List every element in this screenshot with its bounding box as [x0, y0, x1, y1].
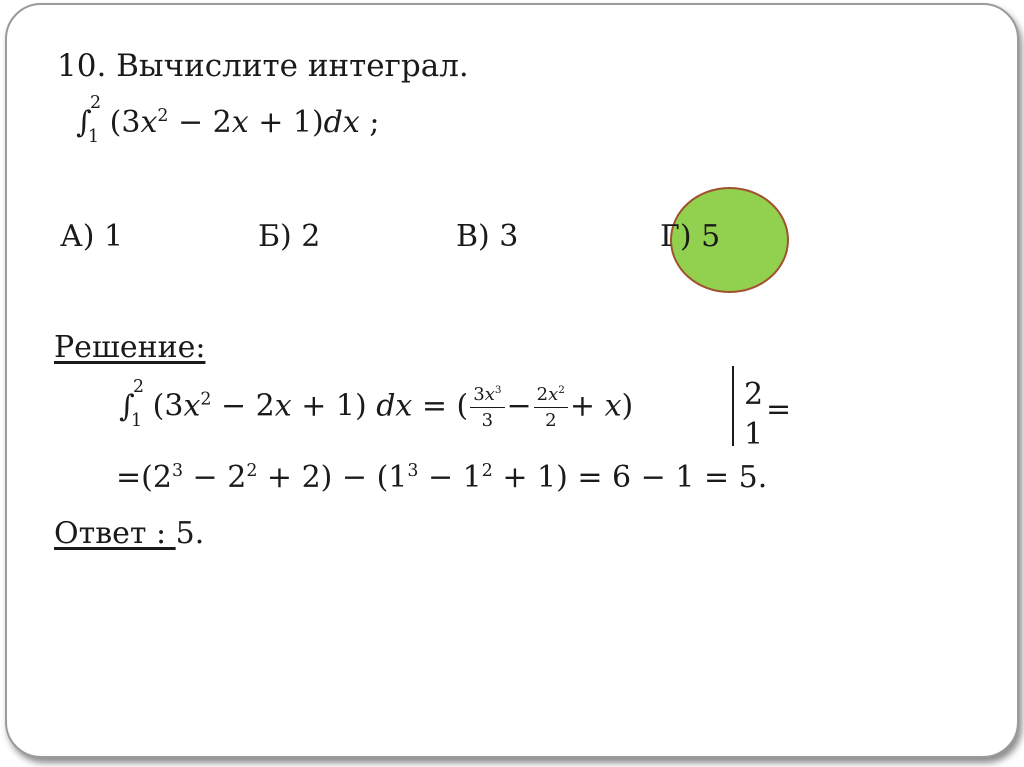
fraction-var: x: [548, 384, 559, 405]
task-title: 10. Вычислите интеграл.: [57, 48, 469, 84]
solution-line-1: [119, 376, 634, 431]
solution-var: x: [274, 388, 292, 424]
task-x-2: x: [231, 105, 249, 140]
solution-line-2: [116, 460, 767, 495]
solution-minus: −: [506, 388, 532, 424]
fraction-power: 3: [494, 384, 502, 396]
fraction-numerator: 3: [473, 384, 485, 405]
task-body-3: + 1): [248, 105, 324, 140]
task-x: x: [140, 105, 158, 140]
answer: [54, 516, 204, 551]
option-c: В) 3: [456, 219, 519, 254]
solution-label: Решение:: [54, 330, 206, 365]
fraction-3x3-over-3: [470, 384, 504, 431]
option-a: А) 1: [60, 219, 124, 254]
solution-var: x: [183, 388, 201, 424]
solution-term: + 1): [291, 388, 377, 424]
task-body-2: − 2: [168, 105, 232, 140]
solution-close-paren: ): [621, 388, 634, 424]
task-dx: dx: [323, 105, 360, 140]
evaluation-equals: =: [766, 392, 792, 427]
solution-lower-limit: 1: [131, 410, 143, 431]
solution-integral-sign: ∫ 2 1: [119, 376, 145, 431]
evaluation-bar: [732, 366, 734, 446]
answer-label: Ответ :: [54, 516, 176, 551]
solution-power: 2: [200, 389, 212, 410]
fraction-var: x: [484, 384, 495, 405]
integral-sign: ∫ 2 1: [76, 93, 102, 147]
task-body-1: (3: [109, 105, 141, 140]
answer-value: 5.: [175, 516, 205, 551]
line2-power: 2: [246, 461, 258, 481]
line2-power: 2: [481, 461, 493, 481]
fraction-denominator: 3: [481, 410, 494, 431]
line2-power: 3: [171, 461, 184, 481]
fraction-2x2-over-2: [534, 384, 568, 431]
solution-term: − 2: [211, 388, 275, 424]
fraction-power: 2: [558, 384, 565, 396]
option-d: Г) 5: [660, 219, 721, 254]
line2-term: + 2) − (1: [257, 460, 408, 495]
task-semicolon: ;: [359, 105, 380, 140]
line2-result: + 1) = 6 − 1 = 5.: [492, 460, 768, 495]
line2-term: − 1: [418, 460, 482, 495]
task-power: 2: [157, 106, 169, 126]
line2-term: 2: [152, 460, 172, 495]
task-integral: [76, 93, 380, 147]
solution-dx: dx: [376, 388, 413, 424]
solution-var: x: [604, 388, 622, 424]
line2-term: − 2: [183, 460, 247, 495]
solution-term: (3: [152, 388, 184, 424]
fraction-numerator: 2: [536, 384, 549, 405]
line2-power: 3: [407, 461, 419, 481]
option-b: Б) 2: [258, 219, 321, 254]
integral-lower-limit: 1: [88, 127, 100, 147]
integral-upper-limit: 2: [90, 93, 102, 113]
solution-equals: = (: [412, 388, 469, 424]
fraction-denominator: 2: [545, 410, 557, 431]
solution-plus: +: [569, 388, 605, 424]
solution-upper-limit: 2: [133, 376, 145, 397]
evaluation-upper: 2: [744, 377, 764, 412]
evaluation-lower: 1: [744, 417, 764, 452]
line2-prefix: =(: [116, 460, 153, 495]
